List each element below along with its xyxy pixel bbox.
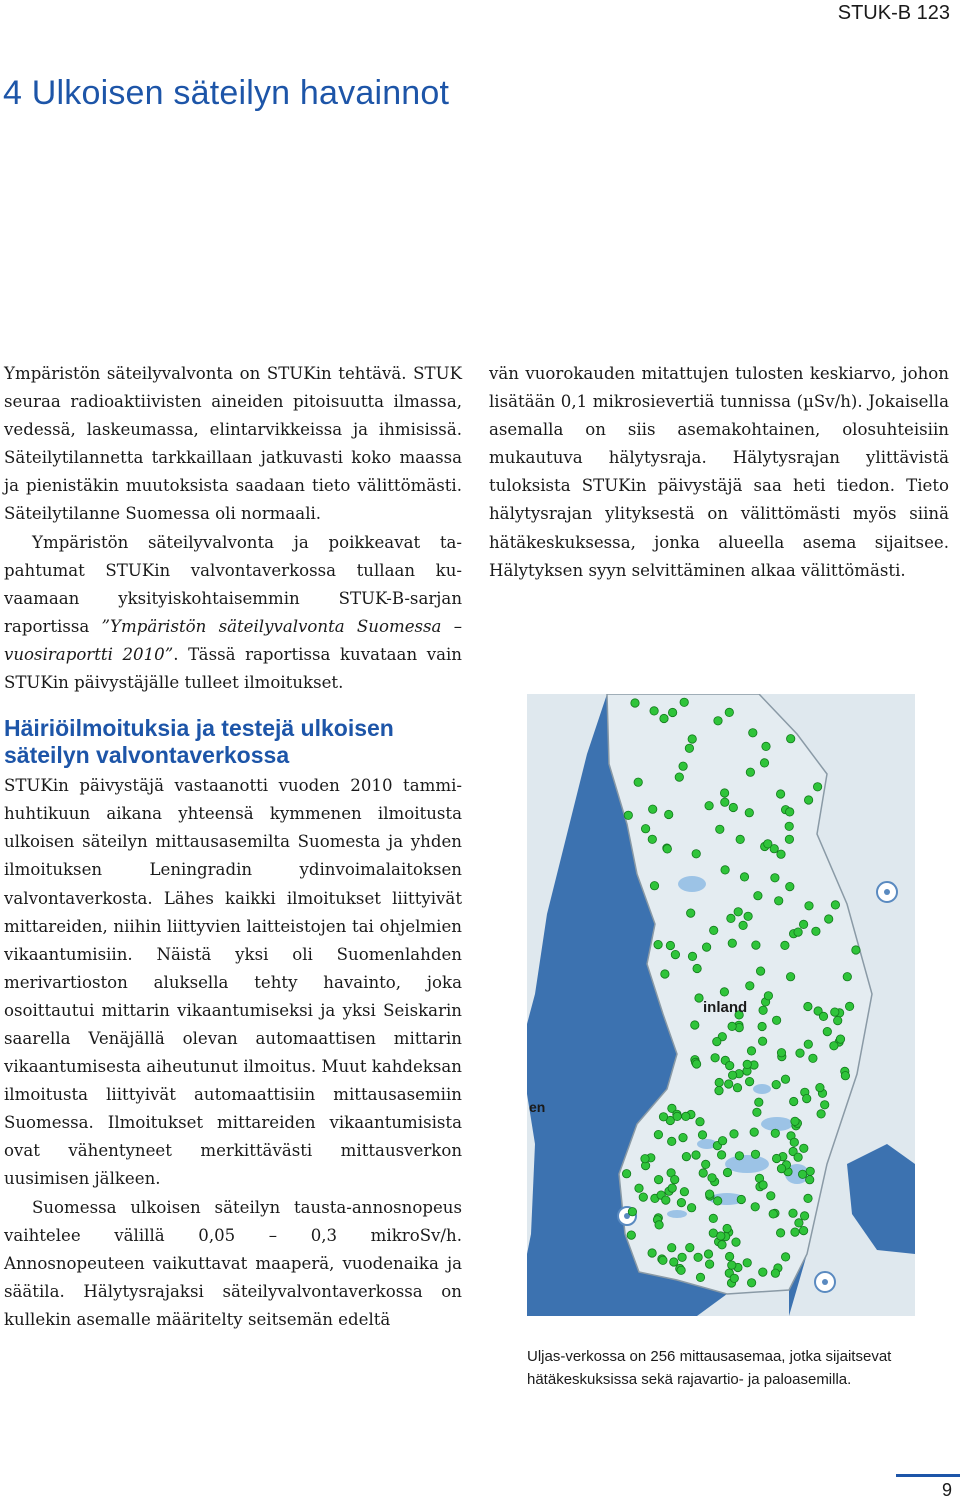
station-marker [671,950,679,958]
station-marker [696,1118,704,1126]
station-marker [812,927,820,935]
station-marker [751,1203,759,1211]
station-marker [725,1080,733,1088]
station-marker [682,1152,690,1160]
station-marker [764,840,772,848]
page-number: 9 [941,1480,952,1500]
station-marker [661,970,669,978]
station-marker [786,808,794,816]
station-marker [624,811,632,819]
station-marker [759,1006,767,1014]
station-marker [769,1210,777,1218]
station-marker [695,994,703,1002]
station-marker [743,1259,751,1267]
station-marker [709,1214,717,1222]
station-marker [692,1151,700,1159]
station-marker [737,1195,745,1203]
station-marker [634,778,642,786]
station-marker [622,1170,630,1178]
station-marker [758,1022,766,1030]
station-marker [754,892,762,900]
intro-paragraph-2 [4,529,462,698]
station-marker [771,1269,779,1277]
station-marker [803,1094,811,1102]
station-marker [736,835,744,843]
section-paragraph-2-left: Suomessa ulkoisen säteilyn tausta-annosnopeus vaihtelee välillä 0,05 – 0,3 mikroSv/h. Annosnopeuteen vaikuttavat maaperä, vuodenaika ja säätila. Hälytysrajaksi säteilyvalvontaverkossa on kullekin asemalle määritelty seitsemän edeltä [4,1197,462,1329]
station-marker [714,1197,722,1205]
station-marker [665,810,673,818]
station-marker [753,1108,761,1116]
station-marker [668,1184,676,1192]
station-marker [688,952,696,960]
station-marker [723,1168,731,1176]
station-marker [628,1208,636,1216]
station-marker [728,1261,736,1269]
document-series-id: STUK-B 123 [837,2,950,24]
station-marker [804,1040,812,1048]
station-marker [728,939,736,947]
station-marker [799,920,807,928]
station-marker [796,1049,804,1057]
station-marker [687,1204,695,1212]
station-marker [759,1268,767,1276]
station-marker [675,773,683,781]
station-marker [705,1260,713,1268]
station-marker [804,796,812,804]
left-column [4,360,462,1334]
station-marker [715,1078,723,1086]
station-marker [680,1188,688,1196]
station-marker [747,1047,755,1055]
station-marker [686,1243,694,1251]
station-marker [710,926,718,934]
station-marker [852,946,860,954]
station-marker [745,1077,753,1085]
section-paragraph-2-right: vän vuorokauden mitattujen tulosten keskiarvo, johon lisätään 0,1 mikrosievertiä tunnissa (µSv/h). Jokaisella asemalla on siis asemakohtainen, olosuhteisiin mukautuva hälytysraja. Hälytysrajan ylittävistä tuloksista STUKin päivystäjä saa heti tiedon. Tieto hälytysrajan ylityksestä on välittömästi myös siinä hätäkeskuksessa, jonka alueella asema sijaitsee. Hälytyksen syyn selvittäminen alkaa välittömästi. [489,364,949,580]
station-marker [781,1253,789,1261]
station-marker [762,742,770,750]
station-marker [746,982,754,990]
station-marker [817,1110,825,1118]
station-marker [720,789,728,797]
station-marker [708,1174,716,1182]
station-marker [649,805,657,813]
station-marker [659,1113,667,1121]
station-marker [730,1274,738,1282]
station-marker [662,1196,670,1204]
station-marker [680,698,688,706]
station-marker [775,897,783,905]
station-marker [660,714,668,722]
station-marker [639,1193,647,1201]
station-marker [819,1012,827,1020]
station-marker [750,1128,758,1136]
station-marker [698,1131,706,1139]
lake [761,1117,793,1131]
lake [678,876,706,892]
station-marker [747,1279,755,1287]
station-marker [800,1212,808,1220]
station-marker [781,1075,789,1083]
station-marker [841,1072,849,1080]
nuclear-plant-icon [877,882,897,902]
station-marker [764,992,772,1000]
station-marker [756,967,764,975]
intro-paragraph-1: Ympäristön säteilyvalvonta on STUKin tehtävä. STUK seuraa radioaktiivisten aineiden pitoisuutta ilmassa, vedessä, laskeumassa, elintarvikkeissa ja ihmisissä. Säteilytilannetta tarkkaillaan jatkuvasti koko maassa ja pienistäkin muutoksista saadaan tieto välittömästi. Säteilytilanne Suomessa oli normaali. [4,364,462,524]
section-heading: Häiriöilmoituksia ja testejä ulkoisen säteilyn valvontaverkossa [4,715,394,769]
station-marker [716,825,724,833]
station-marker [702,1160,710,1168]
station-marker [693,964,701,972]
station-marker [720,988,728,996]
station-marker [786,973,794,981]
station-marker [787,735,795,743]
station-marker [687,909,695,917]
station-marker [735,1152,743,1160]
intro-paragraph-2-start: Ympäristön säteilyvalvonta ja poikkeavat tapahtumat STUKin valvontaverkossa tullaan kuvaamaan yksityiskohtaisemmin STUK-B-sarjan raportissa [4,532,462,636]
station-marker [654,1175,662,1183]
station-marker [641,1155,649,1163]
station-marker [702,943,710,951]
station-marker [648,835,656,843]
station-marker [830,1042,838,1050]
station-marker [825,915,833,923]
station-marker [729,803,737,811]
station-marker [728,1071,736,1079]
station-marker [772,1154,780,1162]
station-marker [758,1037,766,1045]
station-marker [740,873,748,881]
station-marker [776,1229,784,1237]
station-marker [806,1167,814,1175]
station-marker [760,759,768,767]
station-marker [743,1060,751,1068]
station-marker [721,798,729,806]
station-marker [836,1035,844,1043]
station-marker [776,790,784,798]
station-marker [805,902,813,910]
station-marker [713,1037,721,1045]
station-marker [663,845,671,853]
station-marker [834,1016,842,1024]
station-marker [795,1219,803,1227]
station-marker [704,1250,712,1258]
station-marker [777,850,785,858]
station-marker [744,912,752,920]
station-marker [798,1170,806,1178]
station-marker [794,928,802,936]
station-marker [666,941,674,949]
station-marker [752,941,760,949]
station-marker [627,1231,635,1239]
station-marker [804,1002,812,1010]
station-marker [791,1228,799,1236]
station-marker [791,1117,799,1125]
station-marker [682,1112,690,1120]
station-marker [648,1249,656,1257]
nuclear-plant-icon [815,1272,835,1292]
station-marker [794,1153,802,1161]
map-label-finland: inland [703,999,748,1016]
station-marker [790,1138,798,1146]
station-marker [692,850,700,858]
station-marker [745,809,753,817]
station-marker [715,1086,723,1094]
station-marker [734,908,742,916]
station-marker [786,882,794,890]
station-marker [705,1190,713,1198]
station-marker [816,1083,824,1091]
report-title: ”Ympäristön säteilyvalvonta Suomessa – vuosiraportti 2010” [4,616,462,664]
station-marker [823,1027,831,1035]
station-marker [749,729,757,737]
station-marker [725,708,733,716]
finland-map-svg [527,694,915,1316]
station-marker [691,1021,699,1029]
station-network-map [527,694,915,1316]
station-marker [789,1209,797,1217]
map-label-sweden: en [529,1099,546,1115]
station-marker [831,1008,839,1016]
station-marker [759,1181,767,1189]
station-marker [730,1130,738,1138]
station-marker [692,1060,700,1068]
station-marker [659,1256,667,1264]
station-marker [723,1224,731,1232]
station-marker [728,1022,736,1030]
station-marker [654,1130,662,1138]
chapter-title: 4 Ulkoisen säteilyn havainnot [3,74,450,112]
station-marker [732,1238,740,1246]
station-marker [677,1198,685,1206]
station-marker [799,1226,807,1234]
station-marker [755,1098,763,1106]
station-marker [641,825,649,833]
station-marker [772,1080,780,1088]
station-marker [668,1244,676,1252]
station-marker [733,1084,741,1092]
station-marker [813,783,821,791]
station-marker [696,1273,704,1281]
station-marker [670,1258,678,1266]
station-marker [685,744,693,752]
station-marker [717,1232,725,1240]
station-marker [726,1061,734,1069]
station-marker [772,1016,780,1024]
lake [725,1155,769,1173]
station-marker [699,1169,707,1177]
station-marker [717,1151,725,1159]
station-marker [725,1252,733,1260]
station-marker [739,921,747,929]
station-marker [635,1184,643,1192]
station-marker [650,707,658,715]
station-marker [767,1192,775,1200]
station-marker [771,1129,779,1137]
page-number-rule [896,1474,960,1477]
lake [753,1084,771,1094]
right-column [489,360,949,585]
station-marker [785,835,793,843]
station-marker [718,1241,726,1249]
station-marker [751,1150,759,1158]
station-marker [721,866,729,874]
station-marker [843,973,851,981]
station-marker [694,1253,702,1261]
station-marker [806,1176,814,1184]
station-marker [821,1101,829,1109]
station-marker [655,1221,663,1229]
station-marker [771,874,779,882]
station-marker [777,1049,785,1057]
station-marker [790,1097,798,1105]
station-marker [718,1137,726,1145]
station-marker [809,1054,817,1062]
station-marker [705,802,713,810]
intro-paragraph-2-end: . Tässä raportissa kuvataan vain STUKin päivystäjälle tulleet ilmoitukset. [4,644,462,693]
station-marker [777,1164,785,1172]
station-marker [845,1002,853,1010]
station-marker [631,699,639,707]
station-marker [781,941,789,949]
station-marker [677,1266,685,1274]
station-marker [679,1133,687,1141]
station-marker [668,1137,676,1145]
station-marker [714,717,722,725]
station-marker [673,1112,681,1120]
station-marker [746,768,754,776]
station-marker [800,1144,808,1152]
station-marker [668,708,676,716]
section-paragraph-1: STUKin päivystäjä vastaanotti vuoden 2010 tammi-huhtikuun aikana yhteensä kymmenen ilmoitusta ulkoisen säteilyn mittausasemilta Suomesta ja yhden ilmoituksen Leningradin ydinvoimalaitoksen valvontaverkosta. Lähes kaikki ilmoitukset liittyivät mittareiden, niihin liittyvien laitteistojen tai ohjelmien vikaantumisiin. Näistä yksi oli Suomenlahden merivartioston aluksella tehty havainto, joka osoittautui mittarin vikaantumiseksi ja yksi Seiskarin saarella Venäjällä olevan automaattisen mittarin vikaantumisesta aiheutunut ilmoitus. Muut kahdeksan ilmoitusta liittyivät automaattisiin mittausasemiin Suomessa. Ilmoitukset mittareiden vikaantumisista ovat vähentyneet merkittävästi mittausverkon uusimisen jälkeen. [4,776,462,1189]
station-marker [688,735,696,743]
station-marker [785,822,793,830]
station-marker [711,1054,719,1062]
station-marker [831,901,839,909]
figure-caption: Uljas-verkossa on 256 mittausasemaa, jotka sijaitsevat hätäkeskuksissa sekä rajavartio- ja paloasemilla. [527,1348,892,1388]
station-marker [727,914,735,922]
station-marker [671,1175,679,1183]
station-marker [804,1194,812,1202]
lake [667,1210,687,1218]
station-marker [650,882,658,890]
station-marker [678,1253,686,1261]
station-marker [654,940,662,948]
station-marker [679,762,687,770]
